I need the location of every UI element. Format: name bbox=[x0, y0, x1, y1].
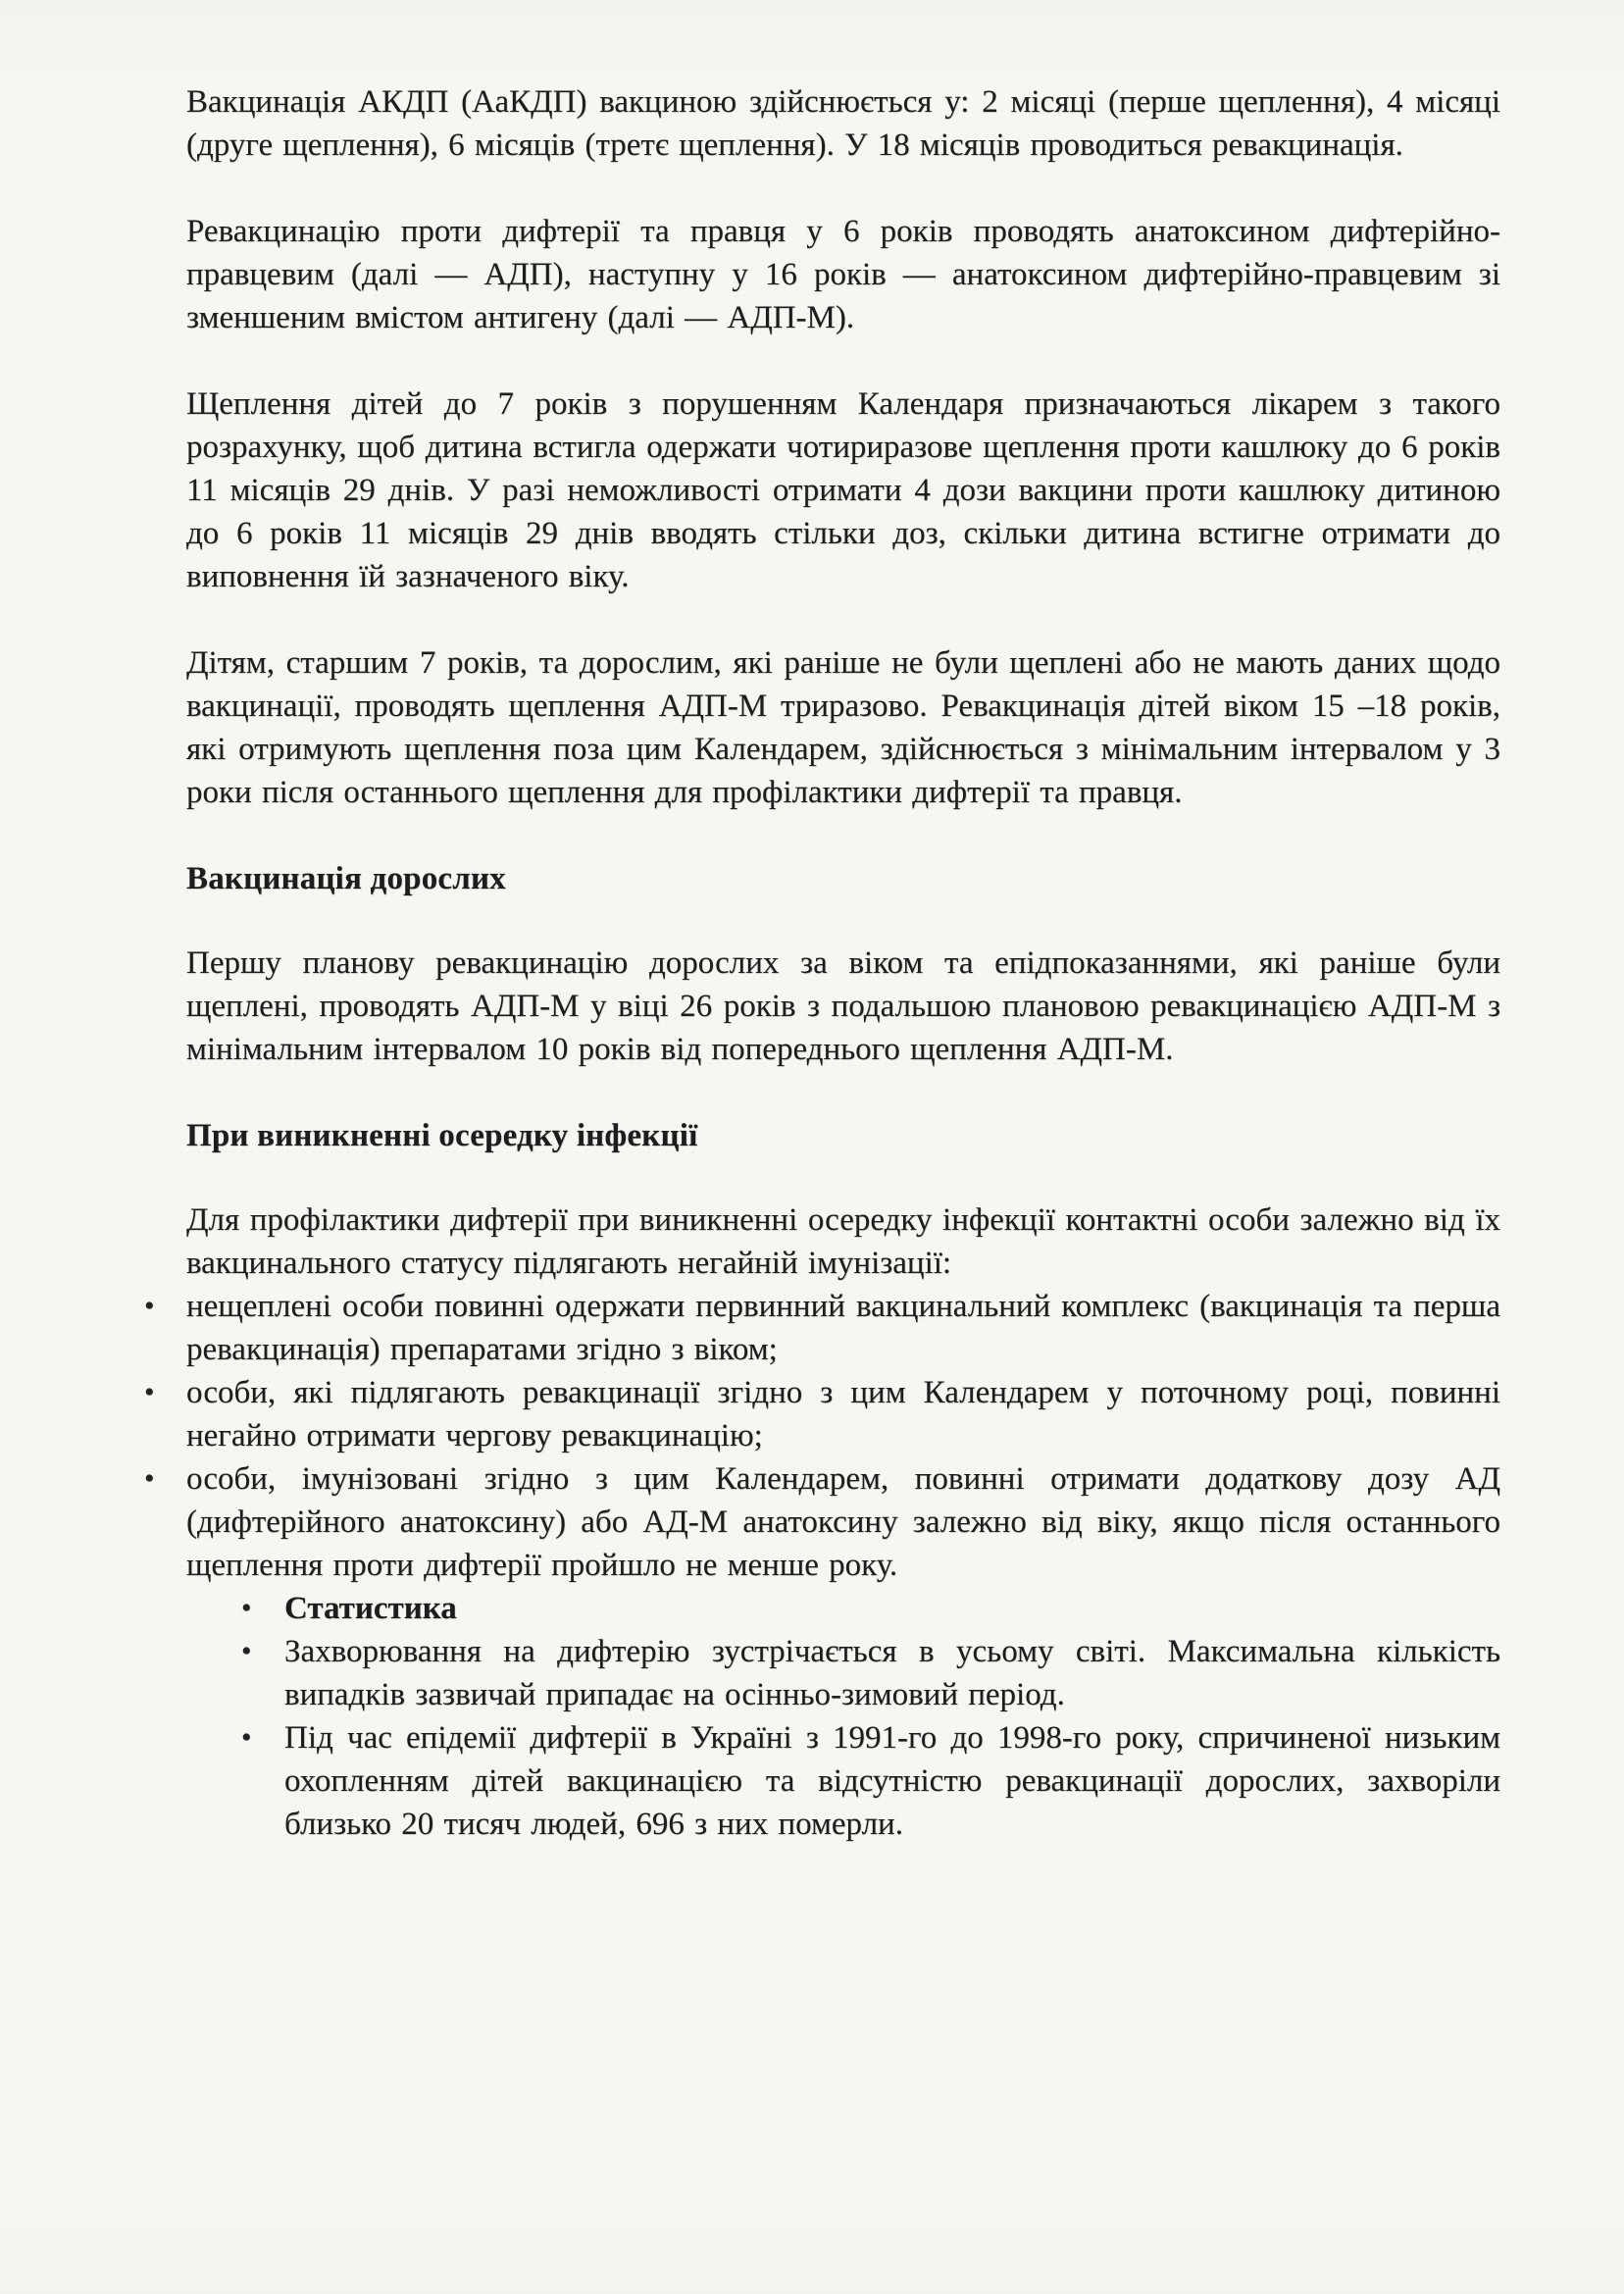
bullet-icon: • bbox=[144, 1376, 155, 1408]
bullet-text-unvaccinated: нещеплені особи повинні одержати первинний вакцинальний комплекс (вакцинація та перша ревакцинація) препаратами згідно з віком; bbox=[186, 1289, 1500, 1367]
statistics-worldwide: Захворювання на дифтерію зустрічається в усьому світі. Максимальна кількість випадків зазвичай припадає на осінньо-зимовий період. bbox=[284, 1634, 1500, 1712]
paragraph-adult-revaccination: Першу планову ревакцинацію дорослих за віком та епідпоказаннями, які раніше були щеплені, проводять АДП-М у віці 26 років з подальшою плановою ревакцинацією АДП-М з мінімальним інтервалом 10 років від попереднього щеплення АДП-М. bbox=[186, 945, 1500, 1067]
bullet-icon: • bbox=[241, 1592, 252, 1624]
paragraph-catchup-under-7: Щеплення дітей до 7 років з порушенням Календаря призначаються лікарем з такого розрахунку, щоб дитина встигла одержати чотириразове щеплення проти кашлюку до 6 років 11 місяців 29 днів. У разі неможливості отримати 4 дози вакцини проти кашлюку дитиною до 6 років 11 місяців 29 днів вводять стільки доз, скільки дитина встигне отримати до виповнення їй зазначеного віку. bbox=[186, 386, 1500, 594]
paragraph-revaccination-6-16: Ревакцинацію проти дифтерії та правця у 6 років проводять анатоксином дифтерійно-правцевим (далі — АДП), наступну у 16 років — анатоксином дифтерійно-правцевим зі зменшеним вмістом антигену (далі — АДП-М). bbox=[186, 214, 1500, 335]
list-item bbox=[235, 1587, 1500, 1630]
bullet-icon: • bbox=[241, 1721, 252, 1754]
list-item bbox=[235, 1630, 1500, 1716]
list-item bbox=[142, 1457, 1500, 1587]
heading-adult-vaccination: Вакцинація дорослих bbox=[186, 861, 506, 896]
list-item bbox=[142, 1371, 1500, 1457]
bullet-text-immunized: особи, імунізовані згідно з цим Календарем, повинні отримати додаткову дозу АД (дифтерійного анатоксину) або АД-М анатоксину залежно від віку, якщо після останнього щеплення проти дифтерії пройшло не менше року. bbox=[186, 1461, 1500, 1583]
list-item bbox=[142, 1285, 1500, 1371]
paragraph-akdp-schedule: Вакцинація АКДП (АаКДП) вакциною здійснюється у: 2 місяці (перше щеплення), 4 місяці (друге щеплення), 6 місяців (третє щеплення). У 18 місяців проводиться ревакцинація. bbox=[186, 84, 1500, 163]
statistics-ukraine-epidemic: Під час епідемії дифтерії в Україні з 1991-го до 1998-го року, спричиненої низьким охопленням дітей вакцинацією та відсутністю ревакцинації дорослих, захворіли близько 20 тисяч людей, 696 з них померли. bbox=[284, 1720, 1500, 1842]
outbreak-bullet-list bbox=[142, 1285, 1500, 1587]
statistics-bullet-list bbox=[235, 1587, 1500, 1846]
paragraph-outbreak-intro: Для профілактики дифтерії при виникненні осередку інфекції контактні особи залежно від їх вакцинального статусу підлягають негайній імунізації: bbox=[186, 1202, 1500, 1281]
bullet-icon: • bbox=[144, 1462, 155, 1495]
bullet-icon: • bbox=[144, 1290, 155, 1322]
list-item bbox=[235, 1716, 1500, 1846]
bullet-text-due-revaccination: особи, які підлягають ревакцинації згідно з цим Календарем у поточному році, повинні негайно отримати чергову ревакцинацію; bbox=[186, 1375, 1500, 1453]
bullet-icon: • bbox=[241, 1635, 252, 1667]
paragraph-over-7-and-adults: Дітям, старшим 7 років, та дорослим, які раніше не були щеплені або не мають даних щодо вакцинації, проводять щеплення АДП-М триразово. Ревакцинація дітей віком 15 –18 років, які отримують щеплення поза цим Календарем, здійснюється з мінімальним інтервалом у 3 роки після останнього щеплення для профілактики дифтерії та правця. bbox=[186, 645, 1500, 810]
statistics-title: Статистика bbox=[284, 1591, 457, 1626]
heading-outbreak: При виникненні осередку інфекції bbox=[186, 1118, 698, 1153]
